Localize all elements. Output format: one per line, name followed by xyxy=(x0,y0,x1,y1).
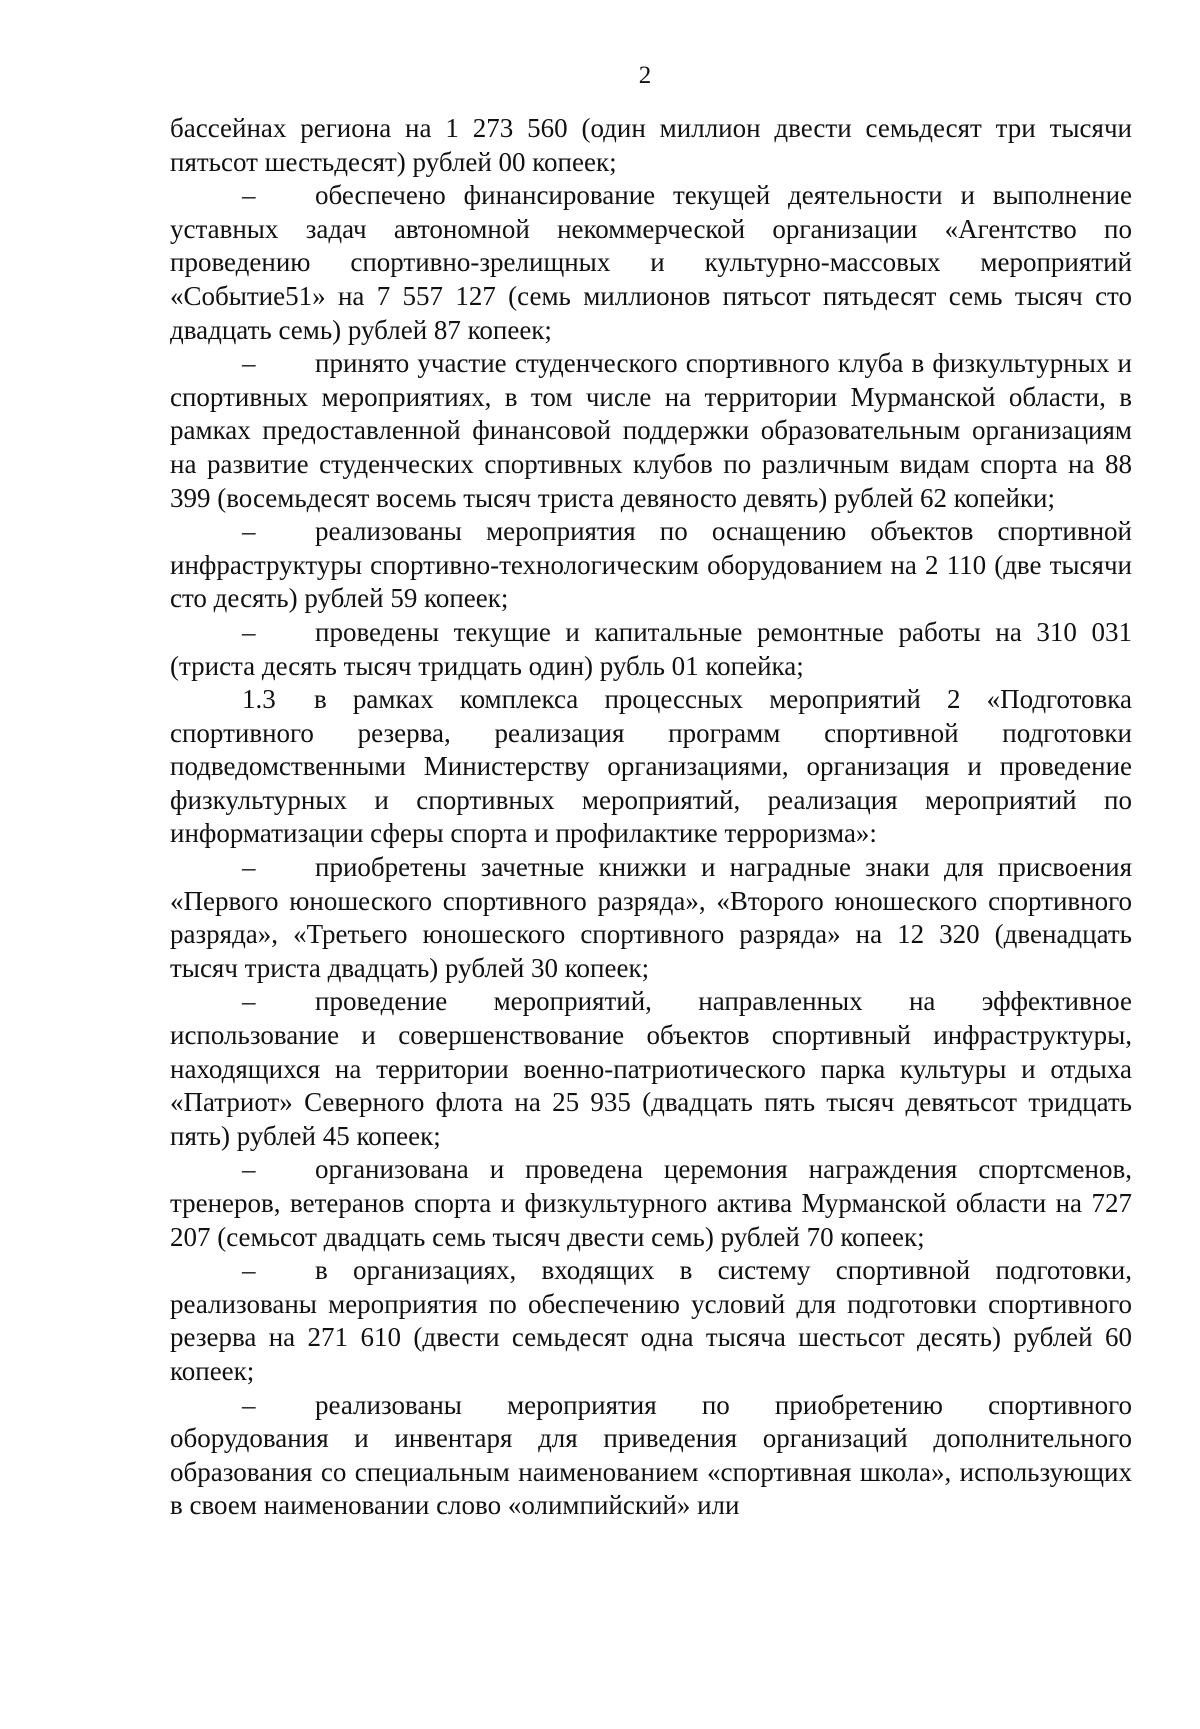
paragraph-text: реализованы мероприятия по приобретению спортивного оборудования и инвентаря для приведения организаций дополнительного образования со специальным наименованием «спортивная школа», использующих в своем наименовании слово «олимпийский» или xyxy=(170,1389,1132,1521)
bullet-paragraph xyxy=(170,347,1132,515)
bullet-paragraph xyxy=(170,985,1132,1153)
paragraph-text: реализованы мероприятия по оснащению объектов спортивной инфраструктуры спортивно-технологическим оборудованием на 2 110 (две тысячи сто десять) рублей 59 копеек; xyxy=(170,516,1132,614)
dash-marker: – xyxy=(242,1154,256,1185)
dash-marker: – xyxy=(242,616,256,647)
document-body xyxy=(170,112,1132,1523)
paragraph-text: проведены текущие и капитальные ремонтные работы на 310 031 (триста десять тысяч тридцать один) рубль 01 копейка; xyxy=(170,616,1132,681)
dash-marker: – xyxy=(242,348,256,379)
paragraph-text: приобретены зачетные книжки и наградные знаки для присвоения «Первого юношеского спортивного разряда», «Второго юношеского спортивного разряда», «Третьего юношеского спортивного разряда» на 12 320 (двенадцать тысяч триста двадцать) рублей 30 копеек; xyxy=(170,852,1132,983)
paragraph-text: обеспечено финансирование текущей деятельности и выполнение уставных задач автономной некоммерческой организации «Агентство по проведению спортивно-зрелищных и культурно-массовых мероприятий «Событие51» на 7 557 127 (семь миллионов пятьсот пятьдесят семь тысяч сто двадцать семь) рублей 87 копеек; xyxy=(170,180,1132,345)
bullet-paragraph xyxy=(170,179,1132,347)
paragraph-text: в рамках комплекса процессных мероприятий 2 «Подготовка спортивного резерва, реализация программ спортивной подготовки подведомственными Министерству организациями, организация и проведение физкультурных и спортивных мероприятий, реализация мероприятий по информатизации сферы спорта и профилактике терроризма»: xyxy=(170,684,1132,849)
dash-marker: – xyxy=(242,852,256,883)
page-number: 2 xyxy=(638,62,652,89)
dash-marker: – xyxy=(242,516,256,547)
paragraph-continuation xyxy=(170,112,1132,179)
paragraph-text: принято участие студенческого спортивного клуба в физкультурных и спортивных мероприятиях, в том числе на территории Мурманской области, в рамках предоставленной финансовой поддержки образовательным организациям на развитие студенческих спортивных клубов по различным видам спорта на 88 399 (восемьдесят восемь тысяч триста девяносто девять) рублей 62 копейки; xyxy=(170,348,1132,513)
numbered-paragraph xyxy=(170,683,1132,851)
dash-marker: – xyxy=(242,180,256,211)
bullet-paragraph xyxy=(170,616,1132,683)
bullet-paragraph xyxy=(170,851,1132,985)
paragraph-text: бассейнах региона на 1 273 560 (один миллион двести семьдесят три тысячи пятьсот шестьдесят) рублей 00 копеек; xyxy=(170,113,1132,177)
dash-marker: – xyxy=(242,986,256,1017)
dash-marker: – xyxy=(242,1389,256,1420)
section-number: 1.3 xyxy=(242,684,276,715)
paragraph-text: организована и проведена церемония награждения спортсменов, тренеров, ветеранов спорта и физкультурного актива Мурманской области на 727 207 (семьсот двадцать семь тысяч двести семь) рублей 70 копеек; xyxy=(170,1154,1132,1252)
bullet-paragraph xyxy=(170,515,1132,616)
dash-marker: – xyxy=(242,1255,256,1286)
bullet-paragraph xyxy=(170,1389,1132,1523)
paragraph-text: в организациях, входящих в систему спортивной подготовки, реализованы мероприятия по обеспечению условий для подготовки спортивного резерва на 271 610 (двести семьдесят одна тысяча шестьсот десять) рублей 60 копеек; xyxy=(170,1255,1132,1386)
paragraph-text: проведение мероприятий, направленных на эффективное использование и совершенствование объектов спортивный инфраструктуры, находящихся на территории военно-патриотического парка культуры и отдыха «Патриот» Северного флота на 25 935 (двадцать пять тысяч девятьсот тридцать пять) рублей 45 копеек; xyxy=(170,986,1132,1151)
bullet-paragraph xyxy=(170,1254,1132,1388)
bullet-paragraph xyxy=(170,1153,1132,1254)
